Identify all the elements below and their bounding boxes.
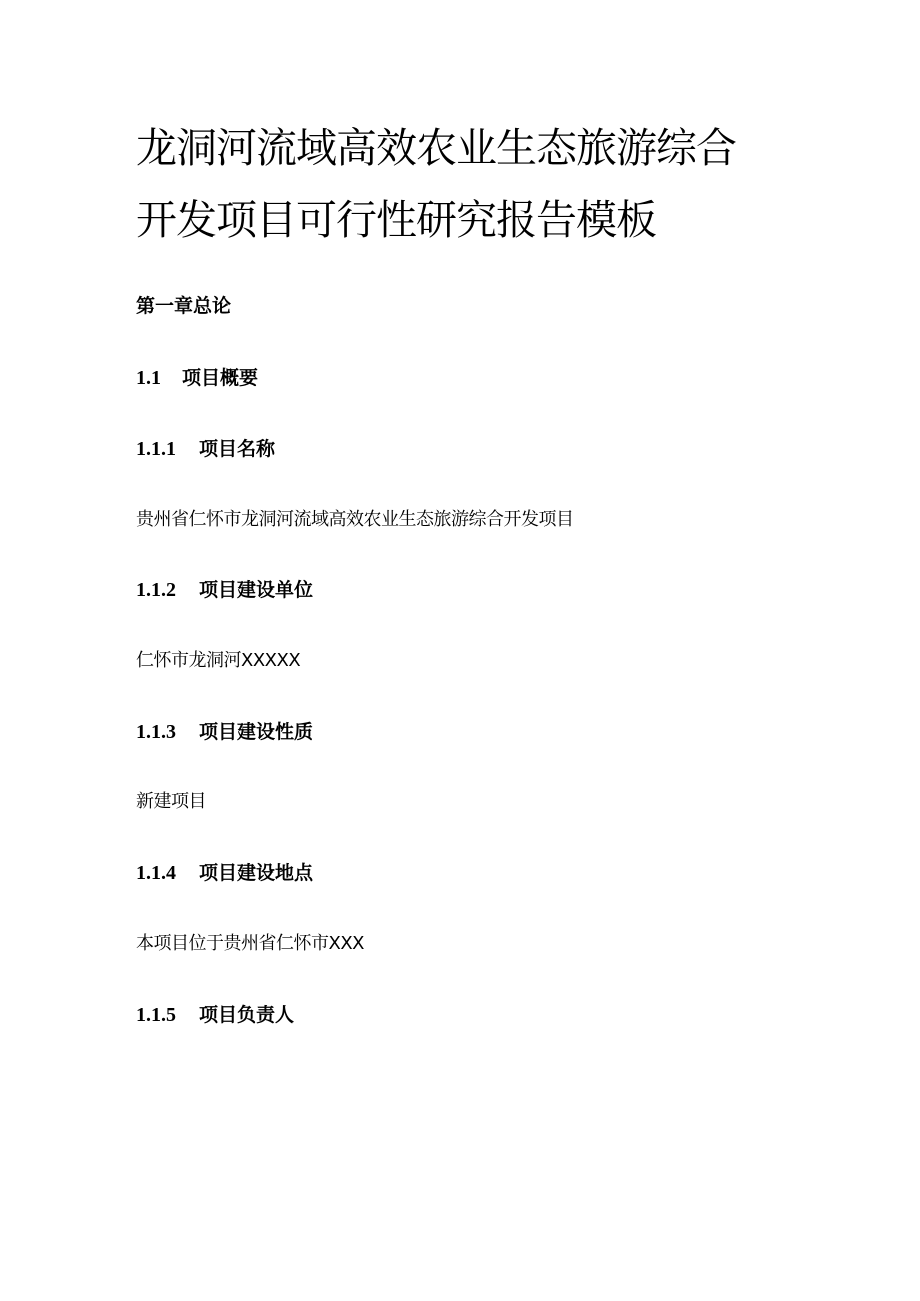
section-title: 项目建设性质	[199, 721, 314, 743]
section-number: 1.1.1	[136, 438, 176, 460]
section-body-construction-unit: 仁怀市龙洞河XXXXX	[136, 650, 301, 671]
section-number: 1.1.3	[136, 721, 176, 743]
section-number: 1.1.4	[136, 862, 176, 884]
section-body-construction-nature: 新建项目	[136, 791, 206, 812]
section-heading-1-1-3	[136, 720, 313, 744]
section-number: 1.1.2	[136, 579, 176, 601]
document-title	[136, 112, 796, 256]
section-heading-1-1	[136, 366, 258, 390]
section-number: 1.1.5	[136, 1004, 176, 1026]
section-title: 项目建设单位	[199, 579, 314, 601]
section-body-construction-site: 本项目位于贵州省仁怀市XXX	[136, 933, 364, 954]
section-heading-1-1-4	[136, 861, 313, 885]
section-number: 1.1	[136, 367, 161, 389]
section-title: 项目名称	[199, 438, 276, 460]
title-line-1: 龙洞河流域高效农业生态旅游综合	[136, 124, 736, 172]
section-heading-1-1-2	[136, 578, 313, 602]
section-title: 项目建设地点	[199, 862, 314, 884]
section-heading-1-1-5	[136, 1003, 294, 1027]
chapter-heading	[136, 294, 231, 318]
section-title: 项目负责人	[199, 1004, 295, 1026]
section-body-project-name: 贵州省仁怀市龙洞河流域高效农业生态旅游综合开发项目	[136, 509, 574, 530]
section-title: 项目概要	[182, 367, 259, 389]
section-heading-1-1-1	[136, 437, 275, 461]
title-line-2: 开发项目可行性研究报告模板	[136, 196, 656, 244]
chapter-title: 第一章总论	[136, 295, 232, 317]
